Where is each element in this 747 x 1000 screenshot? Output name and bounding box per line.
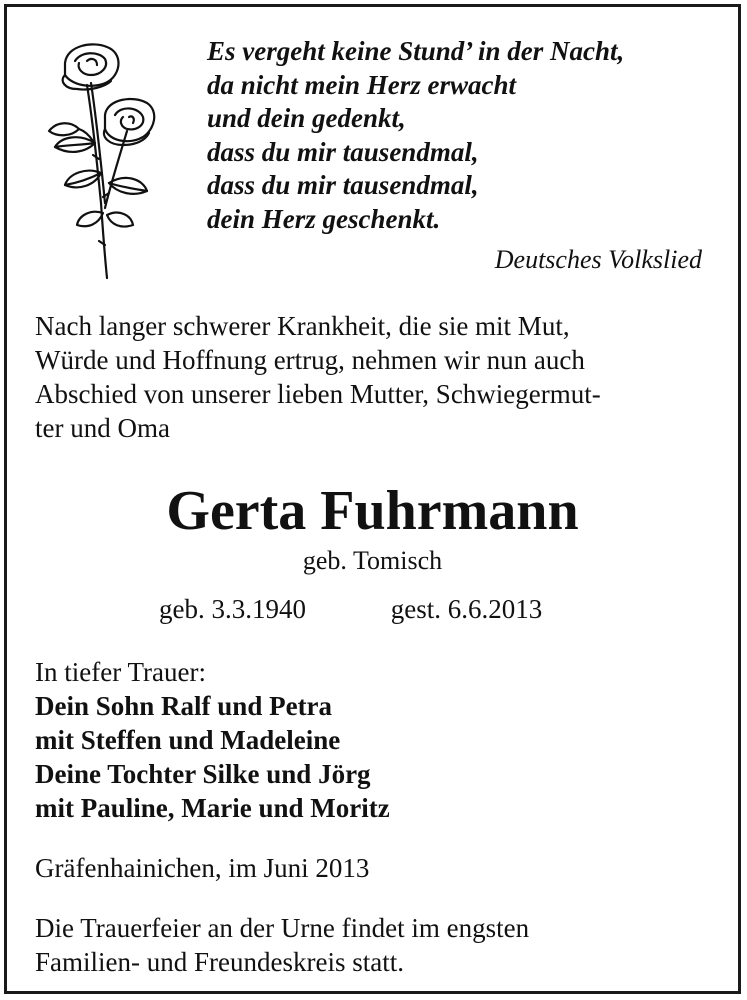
death-date: gest. 6.6.2013 xyxy=(390,594,543,624)
mourner-line: Dein Sohn Ralf und Petra xyxy=(35,691,333,721)
intro-line: Würde und Hoffnung ertrug, nehmen wir nun auch xyxy=(35,345,585,375)
mourner-line: mit Steffen und Madeleine xyxy=(35,725,341,755)
poem-line: dass du mir tausendmal, xyxy=(207,170,479,200)
mourner-line: mit Pauline, Marie und Moritz xyxy=(35,793,390,823)
life-dates xyxy=(159,593,542,625)
poem-line: dein Herz geschenkt. xyxy=(207,203,441,234)
rose-illustration-icon xyxy=(35,33,165,283)
place-date: Gräfenhainichen, im Juni 2013 xyxy=(35,853,370,883)
maiden-name: geb. Tomisch xyxy=(302,546,443,575)
poem-line: da nicht mein Herz erwacht xyxy=(207,69,517,100)
poem-source: Deutsches Volkslied xyxy=(494,245,702,274)
intro-line: ter und Oma xyxy=(35,413,170,443)
funeral-line: Die Trauerfeier an der Urne findet im engsten xyxy=(35,913,530,943)
intro-line: Abschied von unserer lieben Mutter, Schwiegermut- xyxy=(35,379,601,409)
poem xyxy=(207,35,624,236)
deceased-name: Gerta Fuhrmann xyxy=(166,480,579,542)
intro-text xyxy=(35,309,715,445)
poem-line: und dein gedenkt, xyxy=(207,103,406,133)
intro-line: Nach langer schwerer Krankheit, die sie mit Mut, xyxy=(35,311,570,341)
poem-line: Es vergeht keine Stund’ in der Nacht, xyxy=(207,36,625,66)
mourners xyxy=(35,655,390,825)
mourner-line: Deine Tochter Silke und Jörg xyxy=(35,759,371,789)
mourners-heading: In tiefer Trauer: xyxy=(35,657,206,687)
funeral-line: Familien- und Freundeskreis statt. xyxy=(35,947,404,977)
funeral-notice xyxy=(35,911,529,979)
birth-date: geb. 3.3.1940 xyxy=(159,594,306,624)
poem-line: dass du mir tausendmal, xyxy=(207,136,479,167)
obituary-notice xyxy=(4,4,741,994)
